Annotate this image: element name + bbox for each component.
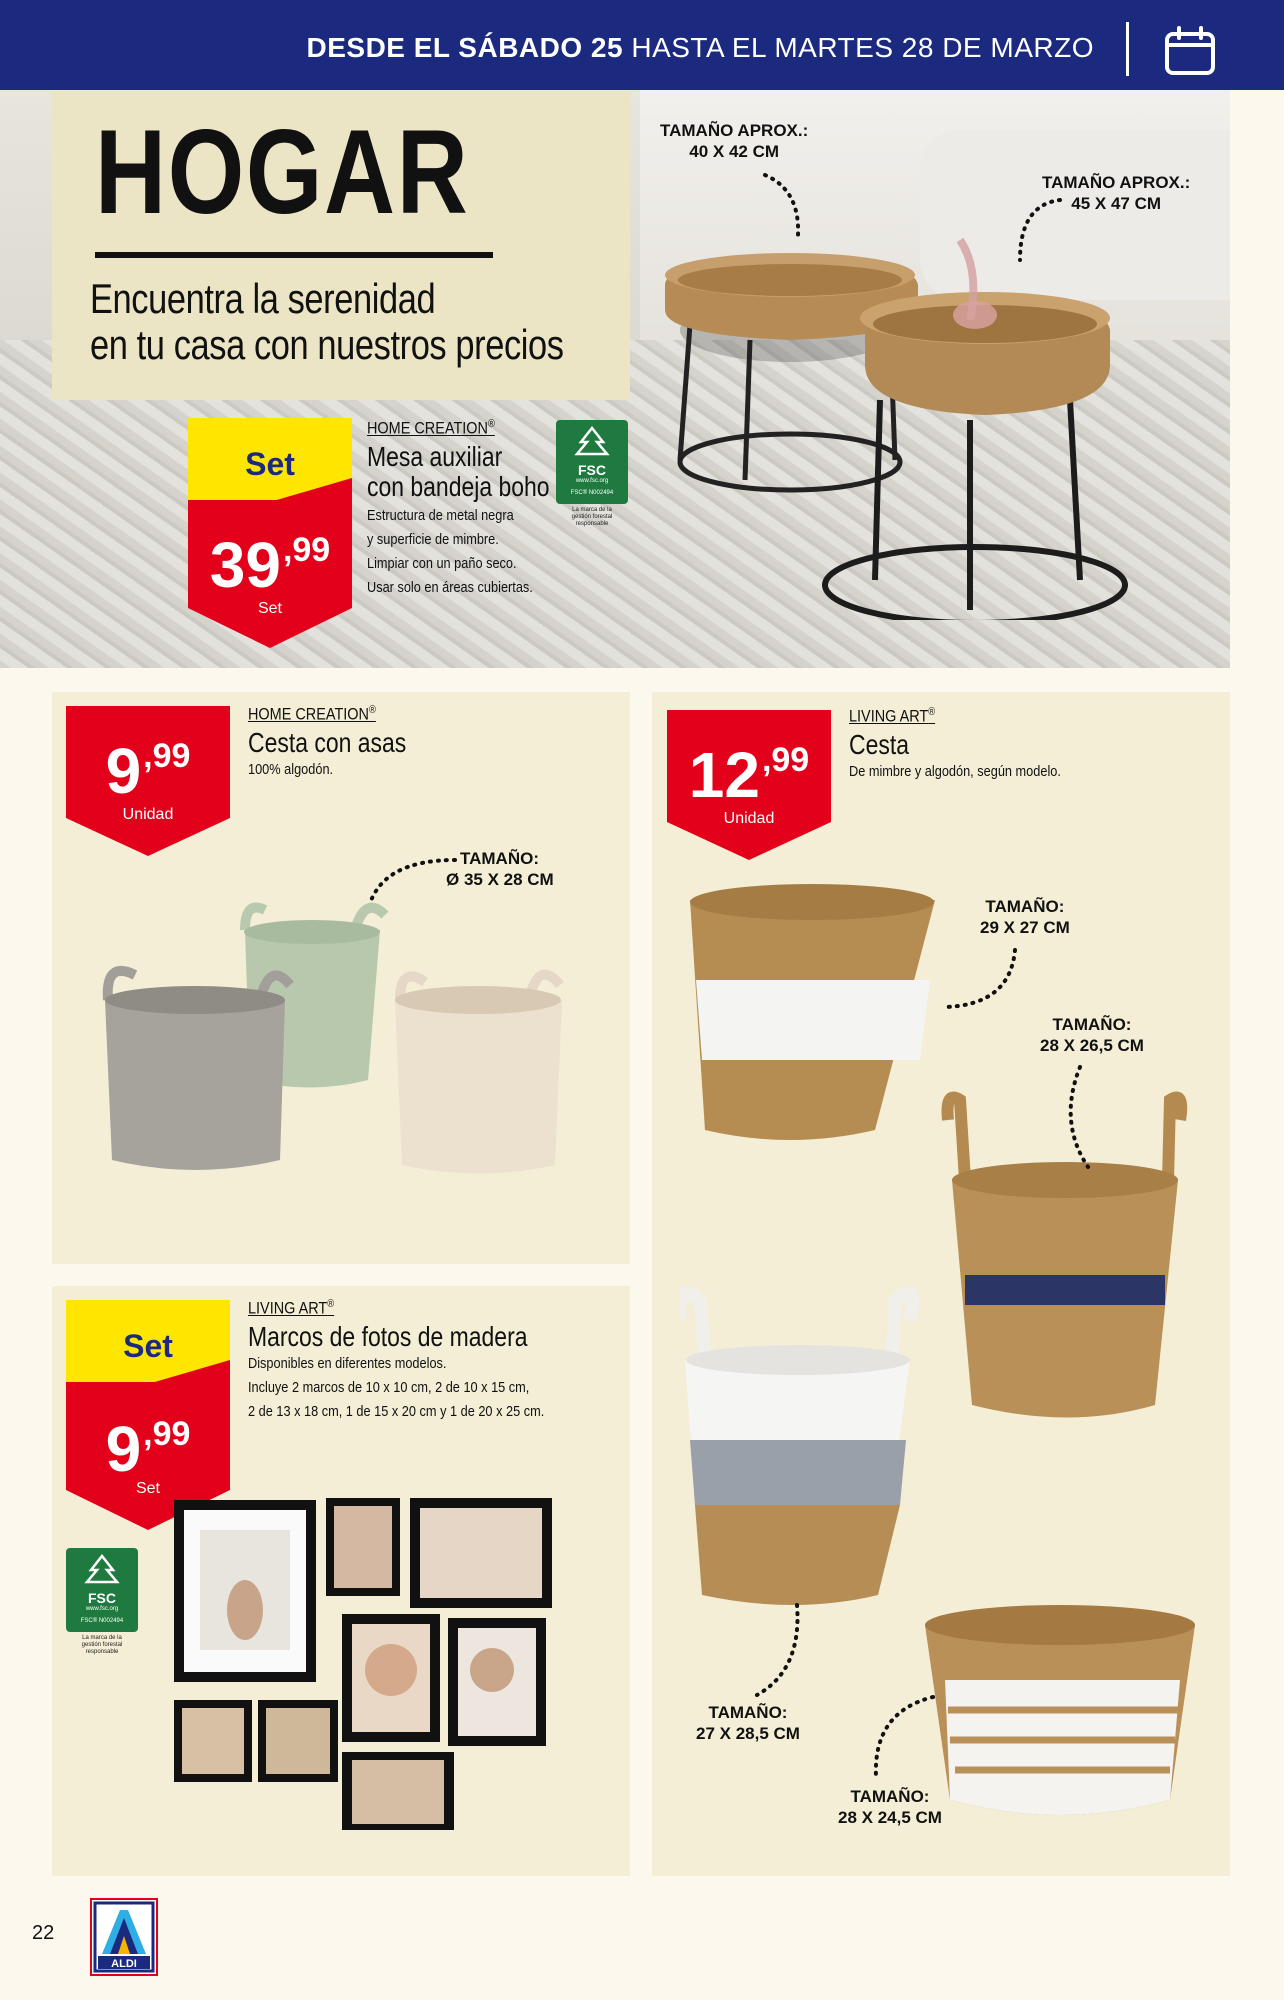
size-label-cesta-4 (838, 1786, 942, 1828)
size-label-cesta-3 (696, 1702, 800, 1744)
dotted-pointer (752, 1600, 802, 1700)
fsc-caption-line: responsable (575, 521, 609, 527)
price-decimal: ,99 (143, 737, 191, 775)
size-label-title: TAMAÑO: (985, 897, 1065, 916)
desc-line: Estructura de metal negra (367, 507, 514, 524)
product-name-cesta-asas: Cesta con asas (248, 727, 407, 758)
price-badge-cesta-asas (66, 706, 230, 856)
cotton-baskets-image (100, 890, 580, 1180)
size-label-title: TAMAÑO: (708, 1703, 788, 1722)
price (188, 528, 352, 602)
size-label-title: TAMAÑO: (1052, 1015, 1132, 1034)
fsc-caption-line: gestión forestal (571, 514, 613, 520)
price-decimal: ,99 (143, 1415, 191, 1453)
price (667, 738, 831, 812)
product-name-cesta: Cesta (849, 729, 909, 760)
fsc-logo (66, 1548, 138, 1656)
desc-line: Limpiar con un paño seco. (367, 555, 517, 572)
banner-divider (1126, 22, 1129, 76)
title-underline (95, 252, 493, 258)
price-badge-mesa (188, 418, 352, 648)
brand-name: HOME CREATION® (367, 418, 495, 438)
product-name-line2: con bandeja boho (367, 471, 550, 502)
size-label-title: TAMAÑO APROX.: (1042, 173, 1191, 192)
product-desc-marcos (248, 1352, 544, 1424)
date-banner (0, 0, 1284, 90)
fsc-caption-line: gestión forestal (81, 1642, 123, 1648)
desc-line: Usar solo en áreas cubiertas. (367, 579, 533, 596)
size-label-small-table (660, 120, 808, 162)
hero-subtitle-line2: en tu casa con nuestros precios (90, 321, 564, 368)
price (66, 734, 230, 808)
fsc-code: FSC® N002494 (570, 490, 614, 496)
fsc-url: www.fsc.org (85, 1606, 119, 1612)
product-name-marcos: Marcos de fotos de madera (248, 1321, 528, 1352)
dotted-pointer (868, 1692, 938, 1782)
size-label-value: 27 X 28,5 CM (696, 1724, 800, 1743)
offer-dates (307, 32, 1095, 64)
aldi-logo[interactable] (90, 1898, 158, 1976)
desc-line: Incluye 2 marcos de 10 x 10 cm, 2 de 10 x 15 cm, (248, 1379, 530, 1396)
price-unit: Set (135, 1480, 160, 1497)
dotted-pointer (760, 170, 810, 240)
size-label-title: TAMAÑO: (460, 849, 539, 868)
badge-set-label: Set (123, 1328, 173, 1364)
size-label-value: 45 X 47 CM (1071, 194, 1162, 213)
offer-end-date: HASTA EL MARTES 28 DE MARZO (631, 32, 1094, 63)
fsc-caption (66, 1635, 138, 1656)
aldi-logo-text: ALDI (111, 1958, 137, 1970)
price-integer: 12 (688, 739, 760, 811)
fsc-label: FSC (578, 462, 606, 478)
side-tables-image (640, 200, 1200, 620)
price-unit: Unidad (122, 806, 174, 823)
brand-text: LIVING ART (849, 706, 929, 726)
size-label-value: 28 X 26,5 CM (1040, 1036, 1144, 1055)
fsc-badge (556, 420, 628, 504)
product-name-mesa (367, 442, 550, 502)
fsc-caption (556, 507, 628, 528)
product-name-line1: Mesa auxiliar (367, 441, 503, 472)
product-desc-mesa (367, 504, 533, 600)
fsc-caption-line: La marca de la (82, 1635, 122, 1641)
product-desc-cesta: De mimbre y algodón, según modelo. (849, 763, 1061, 780)
calendar-icon[interactable] (1164, 26, 1216, 76)
size-label-title: TAMAÑO APROX.: (660, 121, 809, 140)
size-label-cesta-asas (446, 848, 554, 890)
badge-set-label: Set (245, 446, 295, 482)
size-label-value: Ø 35 X 28 CM (446, 870, 554, 889)
fsc-url: www.fsc.org (575, 478, 609, 484)
size-label-value: 29 X 27 CM (980, 918, 1070, 937)
hero-subtitle (90, 276, 564, 368)
fsc-caption-line: La marca de la (572, 507, 612, 513)
price-unit: Set (257, 600, 282, 617)
fsc-caption-line: responsable (85, 1649, 119, 1655)
fsc-logo (556, 420, 628, 528)
price-unit: Unidad (723, 810, 775, 827)
price-integer: 9 (105, 735, 142, 807)
brand-text: LIVING ART (248, 1298, 328, 1318)
brand-name: LIVING ART® (849, 706, 936, 726)
size-label-cesta-2 (1040, 1014, 1144, 1056)
brand-text: HOME CREATION (248, 704, 369, 724)
price (66, 1412, 230, 1486)
fsc-badge (66, 1548, 138, 1632)
brand-text: HOME CREATION (367, 418, 488, 438)
page-title: HOGAR (95, 105, 470, 239)
dotted-pointer (1010, 195, 1065, 265)
desc-line: y superficie de mimbre. (367, 531, 499, 548)
size-label-value: 40 X 42 CM (689, 142, 780, 161)
fsc-tree-icon (573, 426, 611, 458)
desc-line: Disponibles en diferentes modelos. (248, 1355, 447, 1372)
brand-name: LIVING ART® (248, 1298, 335, 1318)
product-desc-cesta-asas: 100% algodón. (248, 761, 334, 778)
hero-subtitle-line1: Encuentra la serenidad (90, 275, 436, 322)
size-label-value: 28 X 24,5 CM (838, 1808, 942, 1827)
dotted-pointer (1058, 1062, 1118, 1172)
dotted-pointer (940, 945, 1020, 1015)
offer-start-date: DESDE EL SÁBADO 25 (306, 32, 624, 63)
size-label-cesta-1 (980, 896, 1070, 938)
page-number: 22 (32, 1922, 55, 1944)
desc-line: 2 de 13 x 18 cm, 1 de 15 x 20 cm y 1 de 20 x 25 cm. (248, 1403, 545, 1420)
price-integer: 9 (105, 1413, 142, 1485)
brand-name: HOME CREATION® (248, 704, 376, 724)
size-label-title: TAMAÑO: (850, 1787, 930, 1806)
fsc-code: FSC® N002494 (80, 1618, 124, 1624)
price-decimal: ,99 (282, 531, 331, 569)
price-decimal: ,99 (761, 741, 810, 779)
price-badge-cesta (667, 710, 831, 860)
fsc-tree-icon (83, 1554, 121, 1586)
fsc-label: FSC (88, 1590, 116, 1606)
price-integer: 39 (209, 529, 281, 601)
photo-frames-image (170, 1490, 560, 1830)
